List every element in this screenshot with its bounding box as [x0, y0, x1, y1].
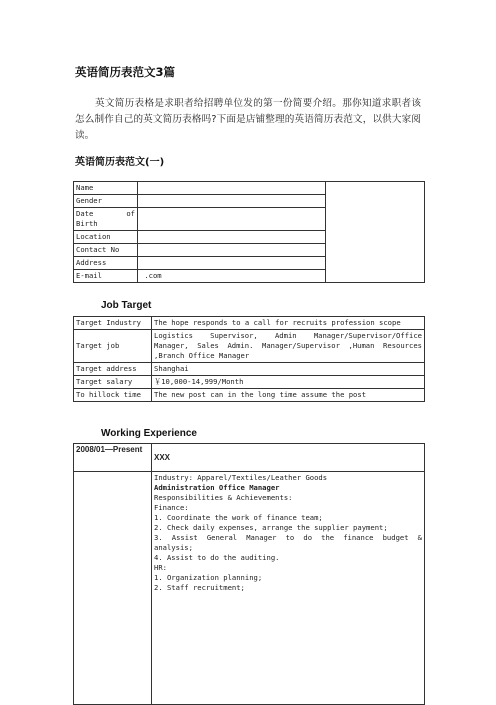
company-name: XXX — [152, 444, 425, 472]
personal-info-table — [73, 181, 425, 283]
page-title: 英语简历表范文3篇 — [75, 65, 176, 79]
industry-line: Industry: Apparel/Textiles/Leather Goods — [154, 473, 328, 482]
contact-value — [138, 244, 326, 257]
hr-item-1: 1. Organization planning; — [154, 573, 263, 582]
table-row — [74, 444, 425, 472]
table-row — [74, 389, 425, 402]
table-row — [74, 330, 425, 363]
address-label: Address — [74, 257, 138, 270]
dob-label — [74, 208, 138, 231]
email-value — [138, 270, 326, 283]
working-experience-heading: Working Experience — [101, 428, 197, 439]
hillock-time-label: To hillock time — [74, 389, 152, 402]
target-address-value: Shanghai — [152, 363, 425, 376]
table-row — [74, 363, 425, 376]
experience-details — [152, 472, 425, 705]
target-job-value: Logistics Supervisor, Admin Manager/Supervisor/Office Manager, Sales Admin. Manager/Supervisor ,Human Resources ,Branch Office Manager — [152, 330, 425, 363]
dob-label-line1: Date of — [76, 209, 135, 218]
position-line: Administration Office Manager — [154, 483, 280, 492]
target-job-label: Target job — [74, 330, 152, 363]
table-row — [74, 182, 425, 195]
finance-item-1: 1. Coordinate the work of finance team; — [154, 513, 323, 522]
intro-paragraph: 英文简历表格是求职者给招聘单位发的第一份简要介绍。那你知道求职者该怎么制作自己的英文简历表格吗?下面是店铺整理的英语简历表范文，以供大家阅读。 — [75, 98, 421, 141]
target-salary-value: ￥10,000-14,999/Month — [152, 376, 425, 389]
name-value — [138, 182, 326, 195]
table-row — [74, 376, 425, 389]
target-industry-label: Target Industry — [74, 317, 152, 330]
finance-item-4: 4. Assist to do the auditing. — [154, 553, 280, 562]
name-label: Name — [74, 182, 138, 195]
hillock-time-value: The new post can in the long time assume the post — [152, 389, 425, 402]
photo-cell — [326, 182, 425, 283]
target-industry-value: The hope responds to a call for recruits profession scope — [152, 317, 425, 330]
finance-item-3: 3. Assist General Manager to do the finance budget & analysis; — [154, 533, 422, 552]
table-row — [74, 317, 425, 330]
target-salary-label: Target salary — [74, 376, 152, 389]
hr-heading: HR: — [154, 563, 167, 572]
contact-label: Contact No — [74, 244, 138, 257]
empty-cell — [74, 472, 152, 705]
gender-label: Gender — [74, 195, 138, 208]
target-address-label: Target address — [74, 363, 152, 376]
hr-item-2: 2. Staff recruitment; — [154, 583, 245, 592]
period-cell: 2008/01—Present — [74, 444, 152, 472]
dob-label-line2: Birth — [76, 219, 98, 228]
working-experience-table — [73, 443, 425, 705]
table-row — [74, 472, 425, 705]
address-value — [138, 257, 326, 270]
email-domain: .com — [144, 271, 162, 280]
finance-heading: Finance: — [154, 503, 189, 512]
location-label: Location — [74, 231, 138, 244]
job-target-table — [73, 316, 425, 402]
section-subtitle: 英语简历表范文(一) — [75, 157, 165, 168]
dob-value — [138, 208, 326, 231]
location-value — [138, 231, 326, 244]
gender-value — [138, 195, 326, 208]
responsibilities-line: Responsibilities & Achievements: — [154, 493, 293, 502]
job-target-heading: Job Target — [101, 300, 152, 311]
finance-item-2: 2. Check daily expenses, arrange the supplier payment; — [154, 523, 388, 532]
email-label: E-mail — [74, 270, 138, 283]
